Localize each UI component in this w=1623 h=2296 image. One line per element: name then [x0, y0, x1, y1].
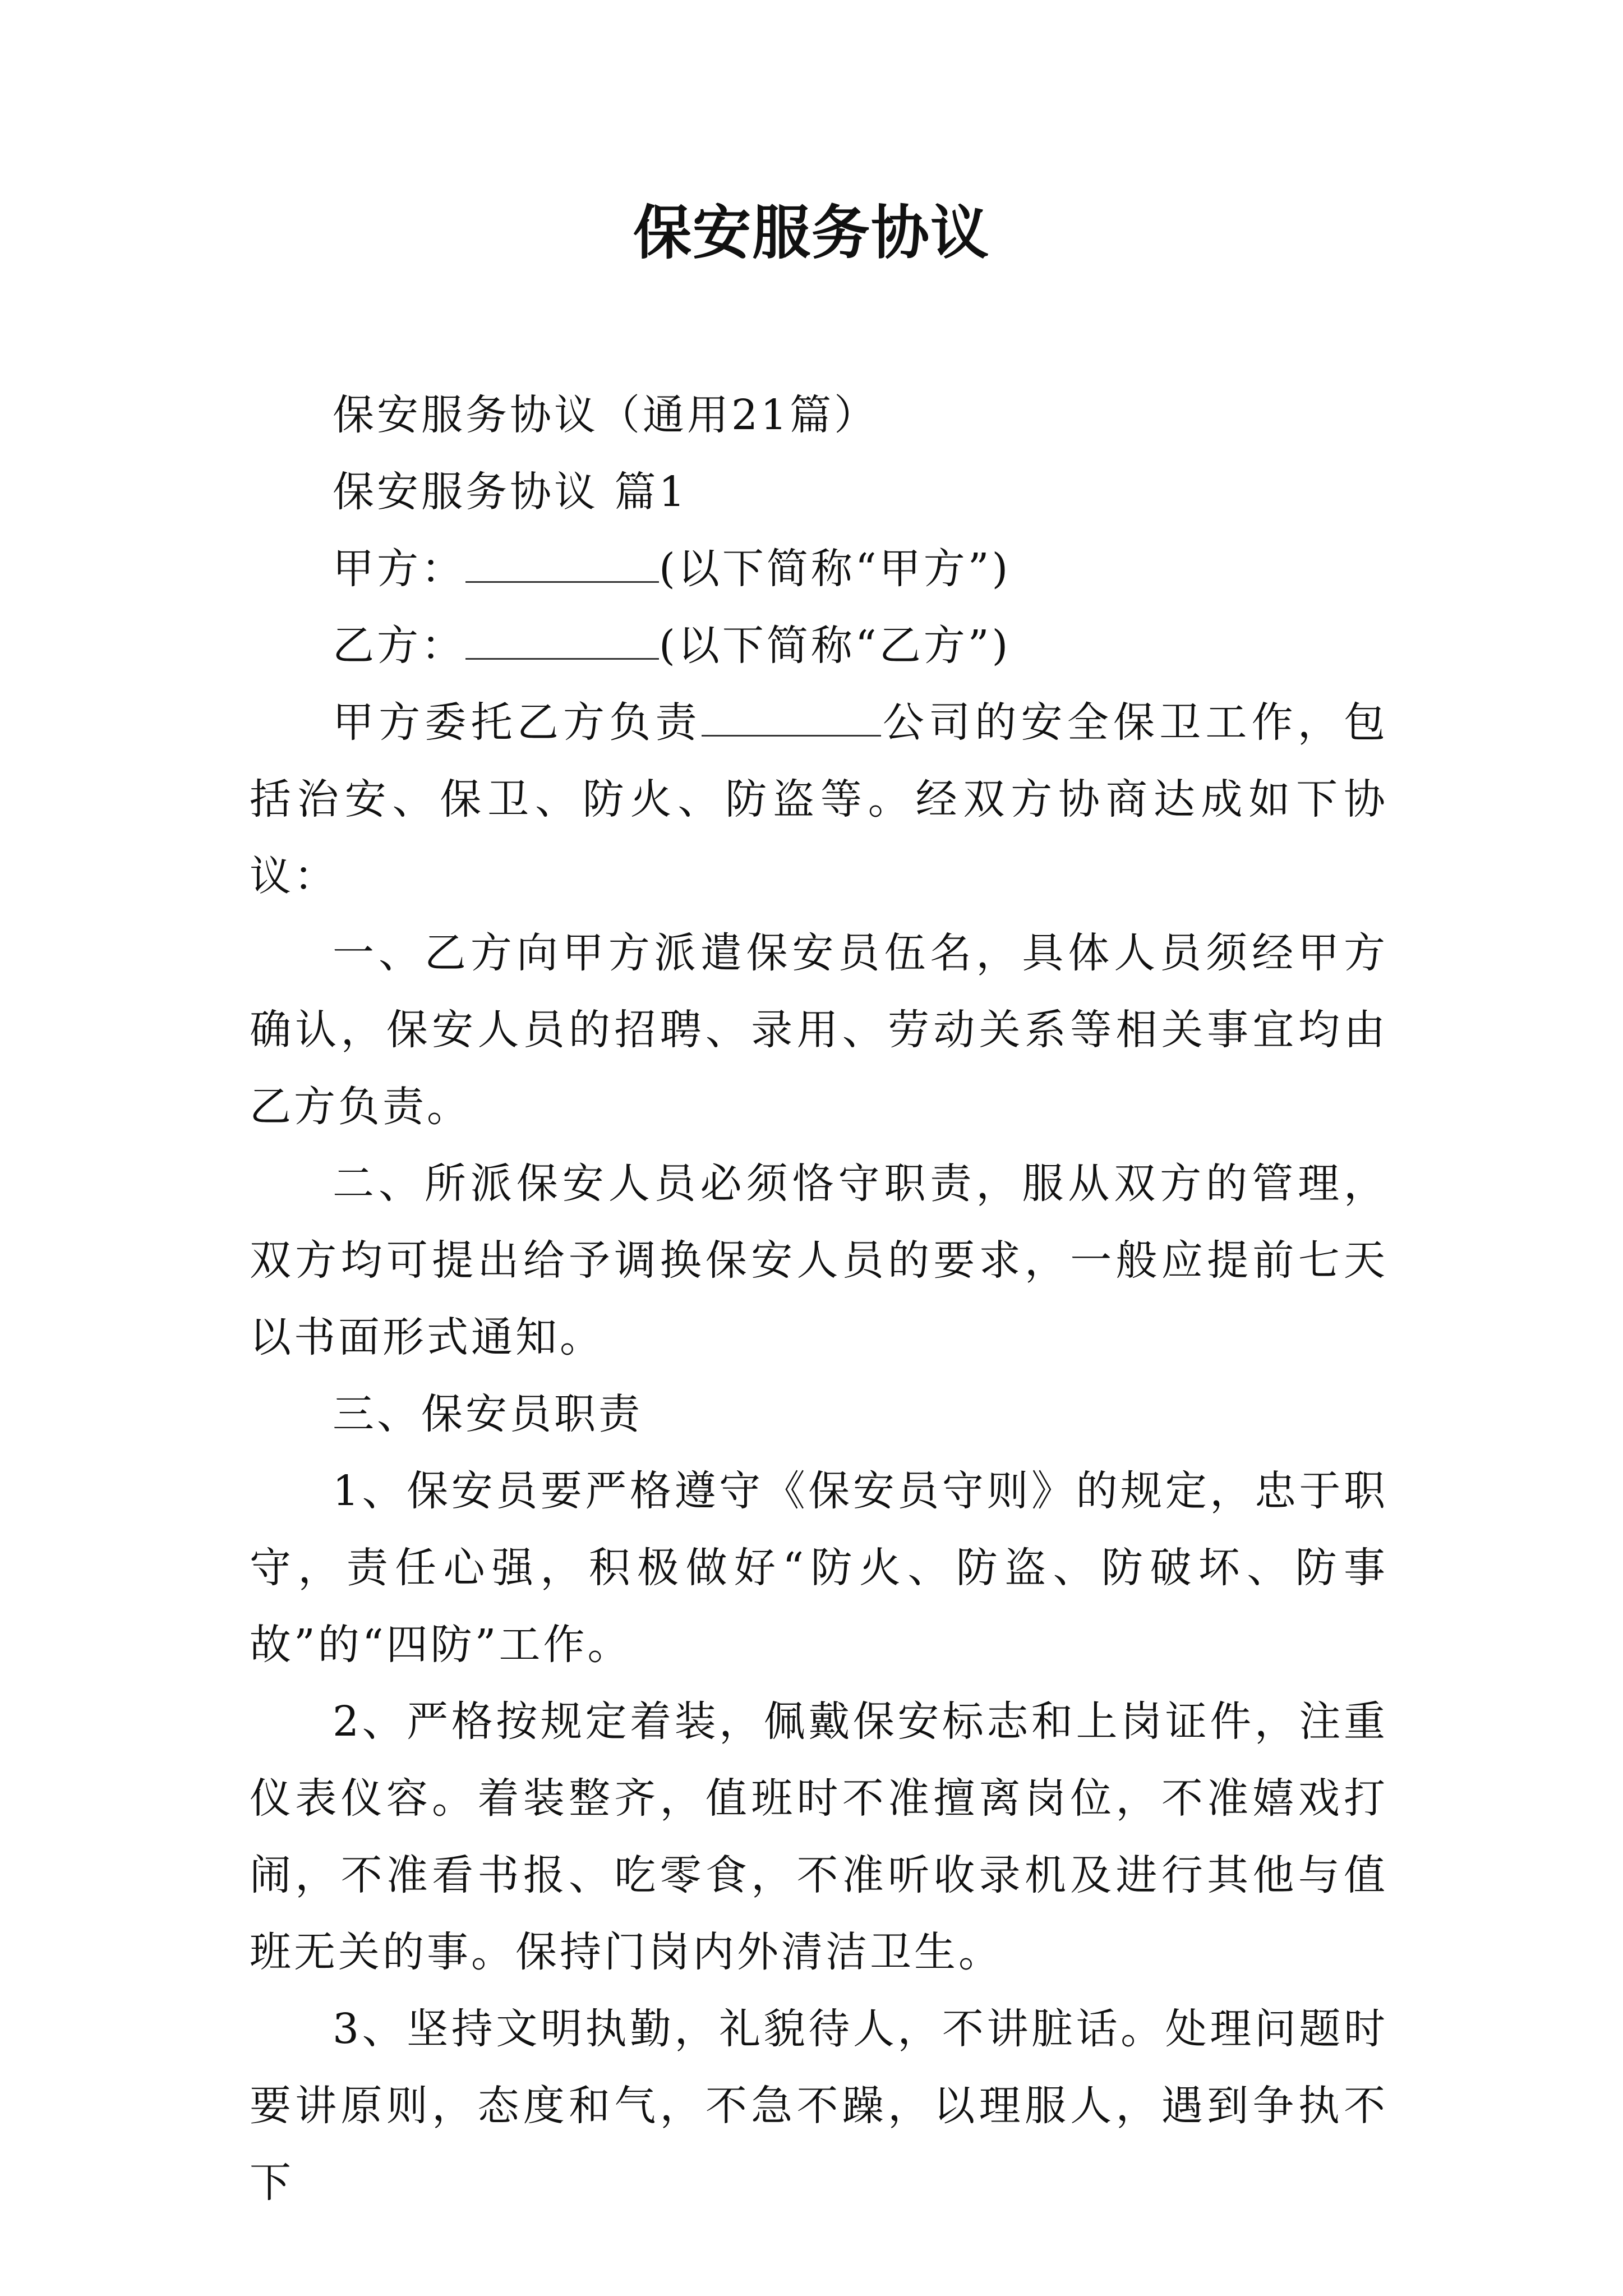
clause-2: 二、所派保安人员必须恪守职责，服从双方的管理，双方均可提出给予调换保安人员的要求，一般应提前七天以书面形式通知。 [250, 1159, 1388, 1361]
party-a-label: 甲方： [333, 545, 465, 593]
intro-before-blank: 甲方委托乙方负责 [333, 698, 702, 747]
party-b-label: 乙方： [333, 622, 465, 670]
document-body [250, 377, 1388, 2221]
clause-3-heading: 三、保安员职责 [333, 1390, 643, 1438]
document-title: 保安服务协议 [633, 199, 990, 267]
document-subtitle: 保安服务协议（通用21篇） [333, 391, 879, 439]
party-b-line [250, 608, 1388, 684]
intro-after-blank: 公司的安全保卫工作，包括治安、保卫、防火、防盗等。经双方协商达成如下协议： [250, 698, 1389, 900]
clause-3-item-2: 2、严格按规定着装，佩戴保安标志和上岗证件，注重仪表仪容。着装整齐，值班时不准擅离岗位，不准嬉戏打闹，不准看书报、吃零食，不准听收录机及进行其他与值班无关的事。保持门岗内外清洁卫生。 [250, 1697, 1388, 1976]
party-b-suffix: (以下简称“乙方”) [659, 622, 1011, 670]
company-blank [702, 696, 881, 737]
party-b-blank [465, 619, 659, 660]
intro-paragraph [250, 684, 1388, 915]
section-heading: 保安服务协议 篇1 [333, 468, 688, 516]
party-a-blank [465, 542, 659, 583]
clause-3-item-3: 3、坚持文明执勤，礼貌待人，不讲脏话。处理问题时要讲原则，态度和气，不急不躁，以理服人，遇到争执不下 [250, 2005, 1388, 2207]
party-a-line [250, 531, 1388, 608]
clause-3-item-1: 1、保安员要严格遵守《保安员守则》的规定，忠于职守，责任心强，积极做好“防火、防盗、防破坏、防事故”的“四防”工作。 [250, 1467, 1388, 1669]
clause-1: 一、乙方向甲方派遣保安员伍名，具体人员须经甲方确认，保安人员的招聘、录用、劳动关系等相关事宜均由乙方负责。 [250, 929, 1388, 1131]
party-a-suffix: (以下简称“甲方”) [659, 545, 1011, 593]
